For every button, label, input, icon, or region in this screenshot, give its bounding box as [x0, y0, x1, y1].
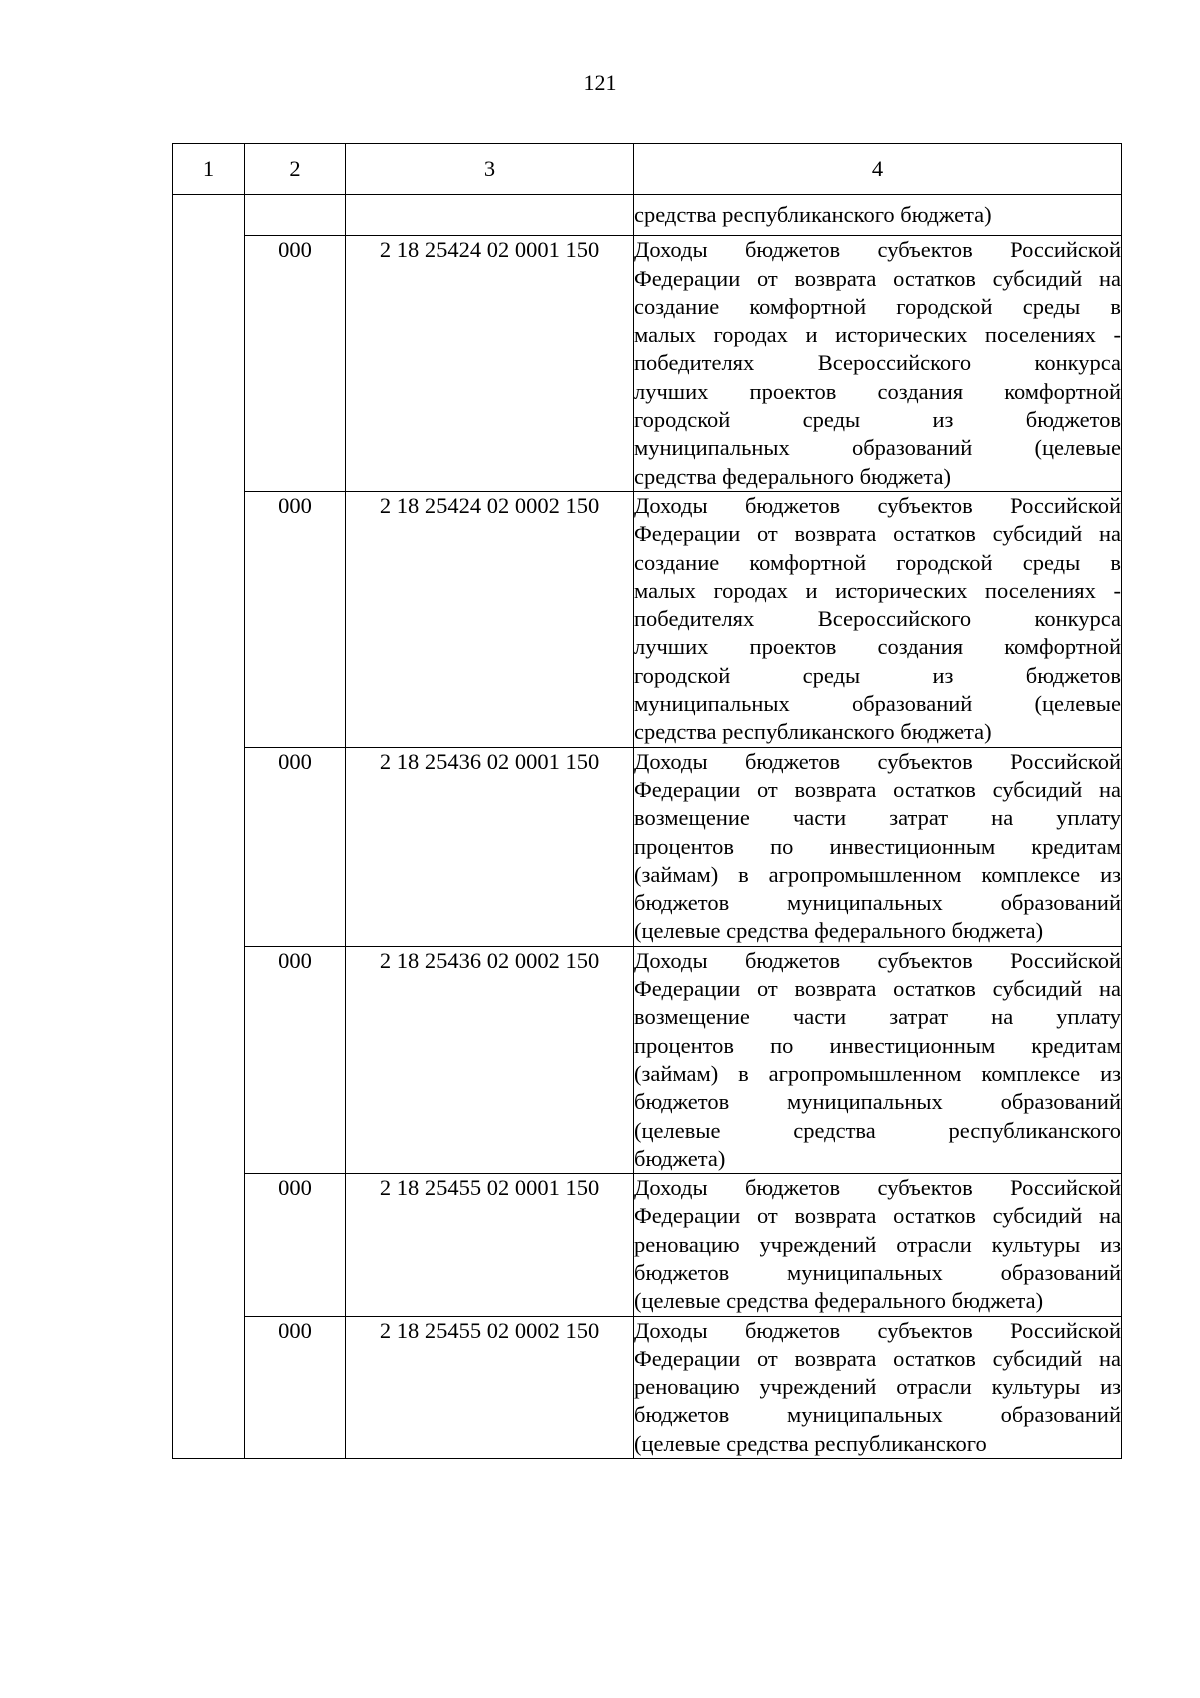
description-line: Доходы бюджетов субъектов Российской	[634, 748, 1121, 774]
description-line: Федерации от возврата остатков субсидий на	[634, 1345, 1121, 1371]
row-description	[634, 1174, 1122, 1316]
description-line: Доходы бюджетов субъектов Российской	[634, 1175, 1121, 1201]
description-line: Доходы бюджетов субъектов Российской	[634, 237, 1121, 263]
description-line: Федерации от возврата остатков субсидий на	[634, 776, 1121, 802]
description-line: Доходы бюджетов субъектов Российской	[634, 1317, 1121, 1343]
row-description	[634, 747, 1122, 946]
description-line: победителях Всероссийского конкурса	[634, 350, 1121, 376]
table-row	[173, 1174, 1122, 1316]
row-code-admin: 000	[245, 1174, 346, 1316]
description-line: средства федерального бюджета)	[634, 463, 951, 489]
continuation-col-2	[245, 195, 346, 236]
description-line: муниципальных образований (целевые	[634, 435, 1121, 461]
description-line: (целевые средства республиканского	[634, 1430, 987, 1456]
row-description	[634, 946, 1122, 1173]
budget-table	[172, 143, 1122, 1459]
table-row	[173, 236, 1122, 492]
description-line: реновацию учреждений отрасли культуры из	[634, 1374, 1121, 1400]
description-line: городской среды из бюджетов	[634, 407, 1121, 433]
row-description	[634, 236, 1122, 492]
table-row	[173, 946, 1122, 1173]
description-line: создание комфортной городской среды в	[634, 549, 1121, 575]
description-line: городской среды из бюджетов	[634, 662, 1121, 688]
header-col-2: 2	[245, 144, 346, 195]
row-code-income: 2 18 25424 02 0002 150	[346, 491, 634, 747]
table-body	[173, 195, 1122, 1459]
row-description	[634, 1316, 1122, 1458]
description-line: (займам) в агропромышленном комплексе из	[634, 1060, 1121, 1086]
row-code-income: 2 18 25455 02 0001 150	[346, 1174, 634, 1316]
description-line: Доходы бюджетов субъектов Российской	[634, 492, 1121, 518]
row-code-income: 2 18 25424 02 0001 150	[346, 236, 634, 492]
row-code-income: 2 18 25455 02 0002 150	[346, 1316, 634, 1458]
continuation-row	[173, 195, 1122, 236]
row-code-income: 2 18 25436 02 0002 150	[346, 946, 634, 1173]
page-number: 121	[583, 70, 617, 95]
header-row	[173, 144, 1122, 195]
description-line: Доходы бюджетов субъектов Российской	[634, 947, 1121, 973]
header-col-3: 3	[346, 144, 634, 195]
description-line: лучших проектов создания комфортной	[634, 634, 1121, 660]
description-line: (займам) в агропромышленном комплексе из	[634, 861, 1121, 887]
description-line: возмещение части затрат на уплату	[634, 805, 1121, 831]
continuation-col-3	[346, 195, 634, 236]
description-line: Федерации от возврата остатков субсидий на	[634, 521, 1121, 547]
row-code-admin: 000	[245, 236, 346, 492]
description-line: Федерации от возврата остатков субсидий на	[634, 1203, 1121, 1229]
description-line: малых городах и исторических поселениях -	[634, 322, 1121, 348]
header-col-4: 4	[634, 144, 1122, 195]
continuation-text: средства республиканского бюджета)	[634, 195, 1122, 236]
row-code-admin: 000	[245, 946, 346, 1173]
description-line: лучших проектов создания комфортной	[634, 378, 1121, 404]
row-code-admin: 000	[245, 747, 346, 946]
description-line: малых городах и исторических поселениях -	[634, 577, 1121, 603]
table-row	[173, 491, 1122, 747]
description-line: бюджета)	[634, 1145, 726, 1171]
description-line: Федерации от возврата остатков субсидий на	[634, 976, 1121, 1002]
description-line: победителях Всероссийского конкурса	[634, 606, 1121, 632]
description-line: средства республиканского бюджета)	[634, 719, 992, 745]
table-row	[173, 747, 1122, 946]
description-line: бюджетов муниципальных образований	[634, 1402, 1121, 1428]
description-line: (целевые средства федерального бюджета)	[634, 918, 1044, 944]
description-line: муниципальных образований (целевые	[634, 691, 1121, 717]
description-line: возмещение части затрат на уплату	[634, 1004, 1121, 1030]
description-line: Федерации от возврата остатков субсидий на	[634, 265, 1121, 291]
description-line: (целевые средства федерального бюджета)	[634, 1288, 1044, 1314]
description-line: процентов по инвестиционным кредитам	[634, 833, 1121, 859]
description-line: реновацию учреждений отрасли культуры из	[634, 1231, 1121, 1257]
row-code-admin: 000	[245, 491, 346, 747]
description-line: бюджетов муниципальных образований	[634, 890, 1121, 916]
header-col-1: 1	[173, 144, 245, 195]
row-description	[634, 491, 1122, 747]
row-code-income: 2 18 25436 02 0001 150	[346, 747, 634, 946]
description-line: создание комфортной городской среды в	[634, 293, 1121, 319]
description-line: процентов по инвестиционным кредитам	[634, 1032, 1121, 1058]
description-line: (целевые средства республиканского	[634, 1117, 1121, 1143]
row-code-admin: 000	[245, 1316, 346, 1458]
description-line: бюджетов муниципальных образований	[634, 1259, 1121, 1285]
description-line: бюджетов муниципальных образований	[634, 1089, 1121, 1115]
table-row	[173, 1316, 1122, 1458]
group-col-1	[173, 195, 245, 1459]
